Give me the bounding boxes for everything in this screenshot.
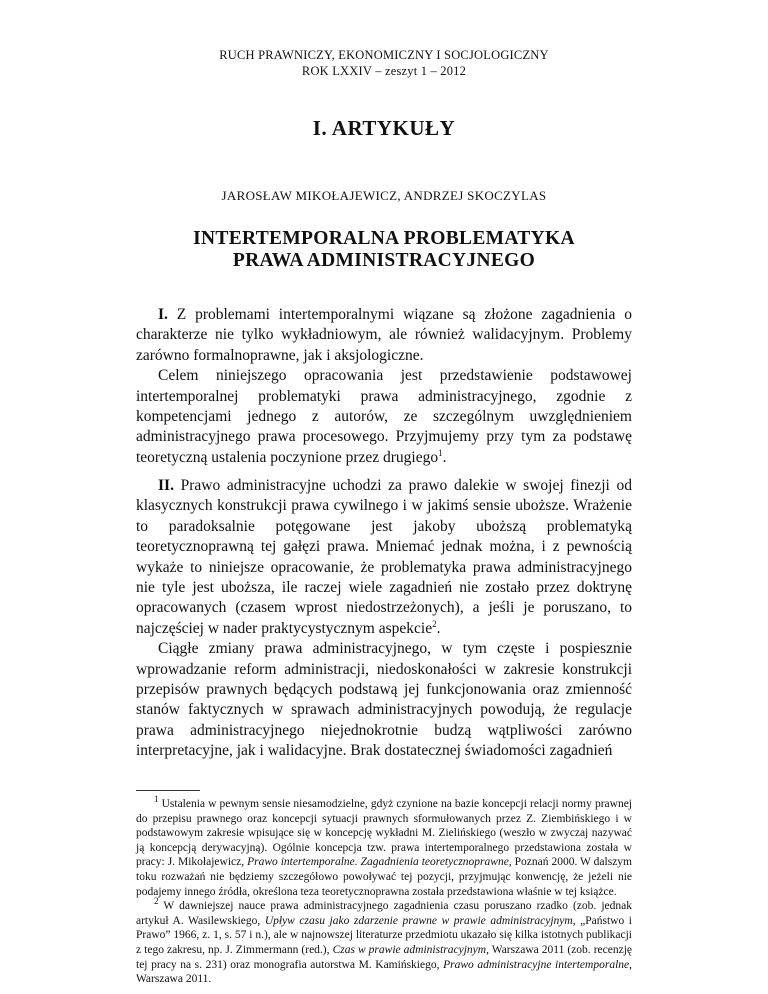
footnote-ref[interactable]: 2	[432, 618, 437, 629]
article-title	[0, 228, 768, 272]
footnote-work-title: Upływ czasu jako zdarzenie prawne w prawie administracyjnym	[264, 914, 573, 927]
footnote-text: , Poznań 2000. W dalszym toku rozważań nie będziemy szczegółowo powoływać tej pozycji, przyjmując konwencję, że jeżeli nie podajemy innego źródła, określona teza teoretycznoprawna została przedstawiona właśnie w tej książce.	[136, 856, 632, 898]
footnote-work-title: Prawo intertemporalne. Zagadnienia teoretycznoprawne	[247, 856, 509, 869]
footnote-work-title: Prawo administracyjne intertemporalne	[443, 958, 630, 971]
journal-header	[0, 47, 768, 79]
paragraph-text: Prawo administracyjne uchodzi za prawo dalekie w swojej finezji od klasycznych konstrukcji prawa cywilnego i w jakimś sensie uboższe. Wrażenie to paradoksalnie potęgowane jest jakoby uboższą problematyką teoretycznoprawną tej gałęzi prawa. Mniemać jednak można, i z pewnością wykaże to niniejsze opracowanie, że problematyka prawa administracyjnego nie tyle jest uboższa, ile raczej wiele zagadnień nie zostało przez doktrynę opracowanych (czasem wprost niedostrzeżonych), a jeśli je poruszano, to najczęściej w nader praktycystycznym aspekcie	[136, 477, 632, 637]
paragraph-end: .	[442, 448, 447, 466]
section-2	[136, 476, 632, 762]
paragraph-text: Z problemami intertemporalnymi wiązane są złożone zagadnienia o charakterze nie tylko wykładniowym, ale również walidacyjnym. Problemy zarówno formalnoprawne, jak i aksjologiczne.	[136, 306, 633, 364]
section-number: II.	[158, 477, 174, 494]
paragraph-text: Celem niniejszego opracowania jest przedstawienie podstawowej intertemporalnej problematyki prawa administracyjnego, zgodnie z kompetencjami jednego z autorów, ze szczególnym uwzględnieniem administracyjnego prawa procesowego. Przyjmujemy przy tym za podstawę teoretyczną ustalenia poczynione przez drugiego	[136, 367, 632, 466]
authors: JAROSŁAW MIKOŁAJEWICZ, ANDRZEJ SKOCZYLAS	[221, 188, 547, 203]
paragraph	[136, 305, 632, 366]
section-title: I. ARTYKUŁY	[312, 116, 456, 140]
footnote-1	[136, 794, 633, 899]
footnote-work-title: Czas w prawie administracyjnym	[332, 943, 487, 956]
footnote-text: , Warszawa 2011.	[136, 958, 632, 986]
footnote-text: , Warszawa 2011 (zob. recenzję tej pracy na s. 231) oraz monografia autorstwa M. Kamińskiego,	[136, 943, 633, 971]
paragraph	[136, 366, 632, 468]
article-title-line-2: PRAWA ADMINISTRACYJNEGO	[232, 250, 536, 271]
footnotes	[136, 794, 633, 987]
footnote-2	[136, 896, 633, 987]
footnote-divider	[136, 790, 200, 791]
paragraph	[136, 639, 632, 761]
section-number: I.	[158, 306, 168, 323]
footnote-number: 1	[154, 794, 159, 805]
footnote-text: , „Państwo i Prawo” 1966, z. 1, s. 57 i n.), ale w najnowszej literaturze przedmiotu ukazało się kilka istotnych publikacji z tego zakresu, np. J. Zimmermann (red.),	[136, 914, 632, 956]
footnote-text: W dawniejszej nauce prawa administracyjnego zagadnienia czasu poruszano rzadko (zob. jednak artykuł A. Wasilewskiego,	[136, 900, 633, 927]
paragraph-text: Ciągłe zmiany prawa administracyjnego, w tym częste i pospiesznie wprowadzanie reform administracji, niedoskonałości w zakresie konstrukcji przepisów prawnych będących podstawą jej funkcjonowania oraz zmienność stanów faktycznych w sprawach administracyjnych powodują, że regulacje prawa administracyjnego niejednokrotnie budzą wątpliwości zarówno interpretacyjne, jak i walidacyjne. Brak dostatecznej świadomości zagadnień	[136, 640, 632, 760]
paragraph	[136, 476, 632, 639]
journal-name: RUCH PRAWNICZY, EKONOMICZNY I SOCJOLOGICZNY	[219, 48, 549, 62]
footnote-ref[interactable]: 1	[438, 447, 443, 458]
article-title-line-1: INTERTEMPORALNA PROBLEMATYKA	[193, 228, 575, 249]
section-1	[136, 305, 632, 468]
journal-issue: ROK LXXIV – zeszyt 1 – 2012	[301, 64, 467, 78]
footnote-number: 2	[154, 896, 159, 907]
footnote-text: Ustalenia w pewnym sensie niesamodzielne, gdyż czynione na bazie koncepcji relacji normy prawnej do przepisu prawnego oraz koncepcji sytuacji prawnych sformułowanych przez Z. Ziembińskiego i w podstawowym zakresie wpisujące się w koncepcję wykładni M. Zielińskiego (weszło w zwyczaj nazywać ją koncepcją derywacyjną). Ogólnie koncepcja tzw. prawa intertemporalnego przedstawiona została w pracy: J. Mikołajewicz,	[136, 798, 633, 869]
paragraph-end: .	[436, 619, 441, 637]
